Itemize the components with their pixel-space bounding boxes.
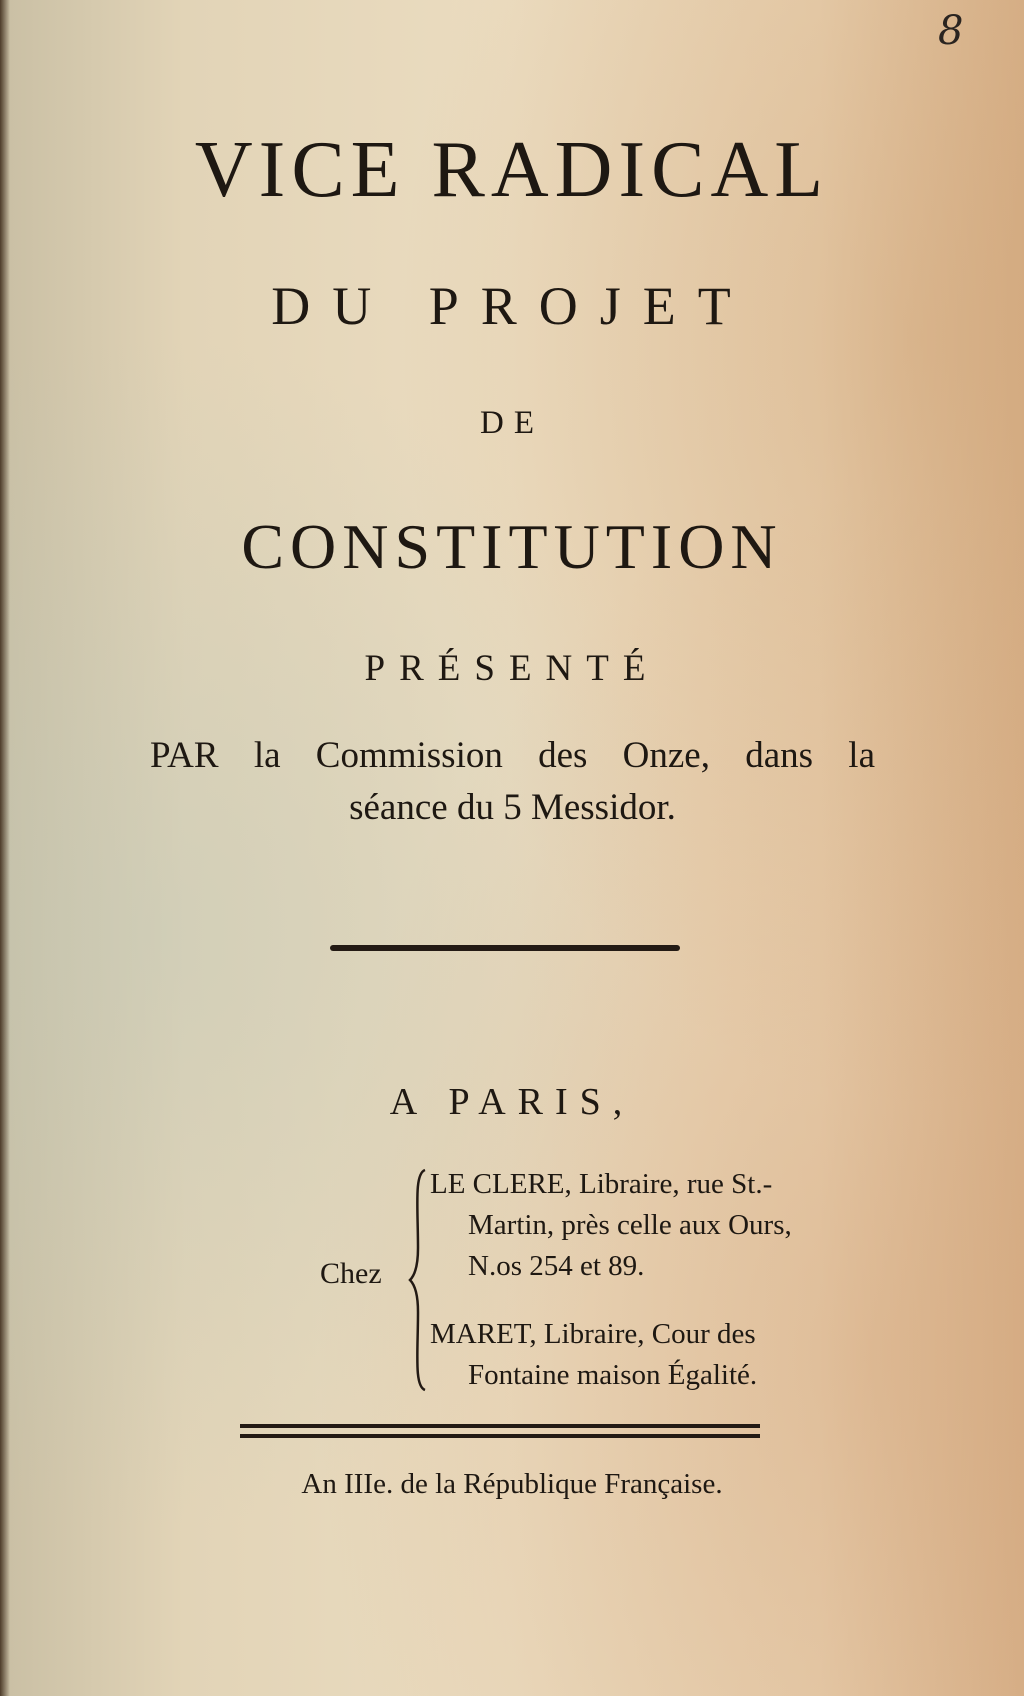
title-line-4: CONSTITUTION [241, 511, 783, 582]
publisher-2-line-1: MARET, Libraire, Cour des [430, 1318, 756, 1350]
double-rule-top [240, 1424, 760, 1428]
publisher-1-line-2: Martin, près celle aux Ours, [468, 1209, 792, 1241]
publisher-2-line-2: Fontaine maison Égalité. [468, 1359, 758, 1391]
publisher-1-line-3: N.os 254 et 89. [468, 1250, 645, 1282]
ornamental-rule [330, 945, 680, 951]
publisher-1-line-1: LE CLERE, Libraire, rue St.- [430, 1168, 773, 1200]
double-rule-bottom [240, 1434, 760, 1438]
subtitle-line-2: séance du 5 Messidor. [349, 787, 676, 828]
handwritten-page-number: 8 [938, 8, 964, 54]
curly-brace-icon [408, 1168, 428, 1392]
title-line-1: VICE RADICAL [194, 126, 830, 214]
title-line-5: PRÉSENTÉ [364, 648, 660, 689]
imprint-place: A PARIS, [389, 1081, 635, 1123]
imprint-date: An IIIe. de la République Française. [301, 1468, 723, 1500]
subtitle-line-1: PAR la Commission des Onze, dans la [150, 735, 875, 776]
title-line-2: DU PROJET [271, 276, 753, 336]
imprint-chez: Chez [320, 1257, 382, 1290]
binding-edge-shadow [0, 0, 10, 1696]
title-line-3: DE [480, 405, 544, 441]
